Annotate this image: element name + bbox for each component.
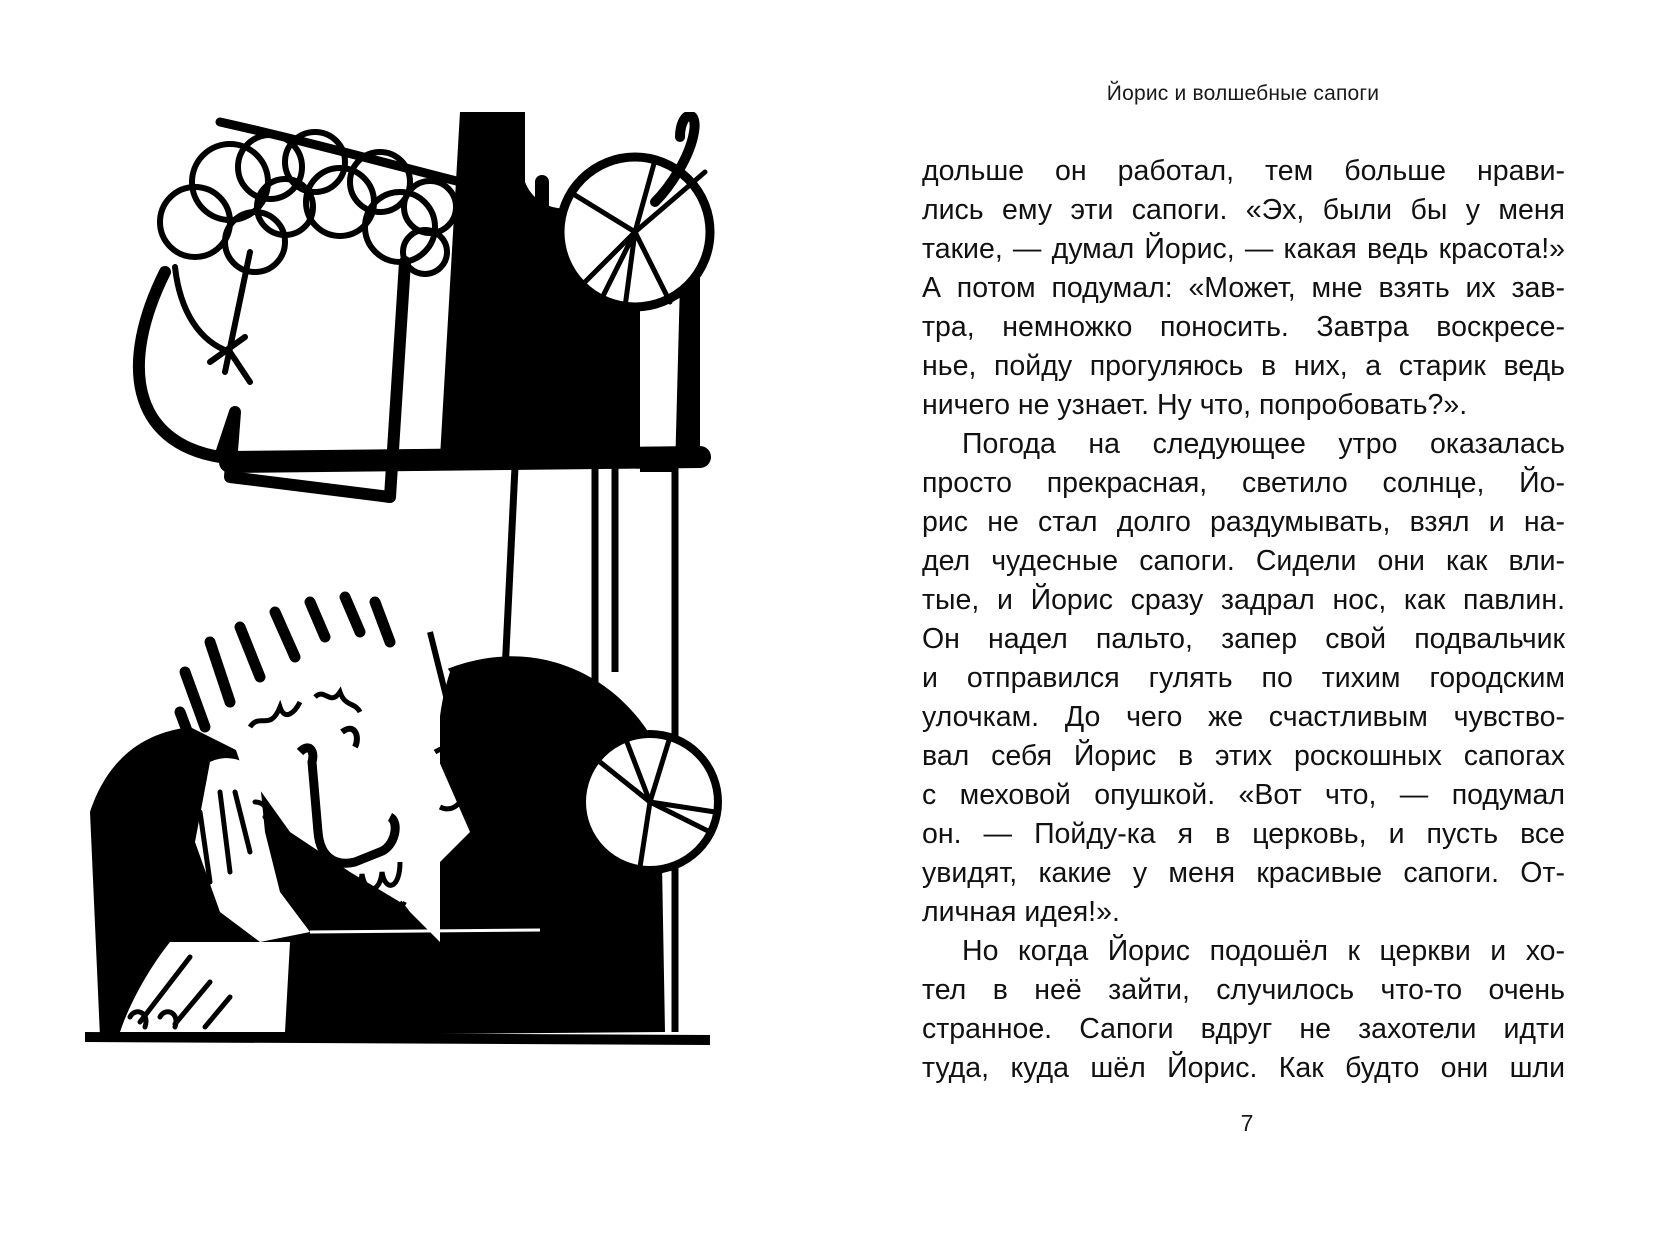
text-line: рис не стал долго раздумывать, взял и на-: [922, 506, 1565, 538]
body-text: [922, 152, 1565, 1088]
text-line: ничего не узнает. Ну что, попробовать?».: [922, 389, 1468, 421]
text-line: тра, немножко поносить. Завтра воскресе-: [922, 311, 1565, 343]
text-line: Он надел пальто, запер свой подвальчик: [922, 623, 1565, 655]
text-line: он. — Пойду-ка я в церковь, и пусть все: [922, 818, 1565, 850]
text-line: и отправился гулять по тихим городским: [922, 662, 1565, 694]
text-line: увидят, какие у меня красивые сапоги. От-: [922, 857, 1565, 889]
text-line: лись ему эти сапоги. «Эх, были бы у меня: [922, 194, 1565, 226]
running-head: Йорис и волшебные сапоги: [1106, 82, 1380, 105]
text-line: улочкам. До чего же счастливым чувство-: [922, 701, 1565, 733]
text-line: тые, и Йорис сразу задрал нос, как павлин.: [922, 584, 1565, 616]
text-line: такие, — думал Йорис, — какая ведь красота!»: [922, 233, 1565, 265]
paragraph-first-line: Но когда Йорис подошёл к церкви и хо-: [962, 935, 1565, 967]
woodcut-illustration-image: [80, 112, 740, 1102]
text-line: с меховой опушкой. «Вот что, — подумал: [922, 779, 1565, 811]
text-line: дел чудесные сапоги. Сидели они как вли-: [922, 545, 1565, 577]
text-line: личная идея!».: [922, 896, 1120, 928]
illustration: [80, 112, 740, 1102]
right-page: [827, 0, 1654, 1240]
text-line: дольше он работал, тем больше нрави-: [922, 155, 1565, 187]
text-line: просто прекрасная, светило солнце, Йо-: [922, 467, 1565, 499]
text-line: странное. Сапоги вдруг не захотели идти: [922, 1013, 1565, 1045]
text-line: туда, куда шёл Йорис. Как будто они шли: [922, 1052, 1565, 1084]
text-line: А потом подумал: «Может, мне взять их зав-: [922, 272, 1565, 304]
text-line: тел в неё зайти, случилось что-то очень: [922, 974, 1565, 1006]
page-number: 7: [1240, 1110, 1254, 1136]
text-line: нье, пойду прогуляюсь в них, а старик ведь: [922, 350, 1565, 382]
text-line: вал себя Йорис в этих роскошных сапогах: [922, 740, 1565, 772]
paragraph-first-line: Погода на следующее утро оказалась: [962, 428, 1565, 460]
